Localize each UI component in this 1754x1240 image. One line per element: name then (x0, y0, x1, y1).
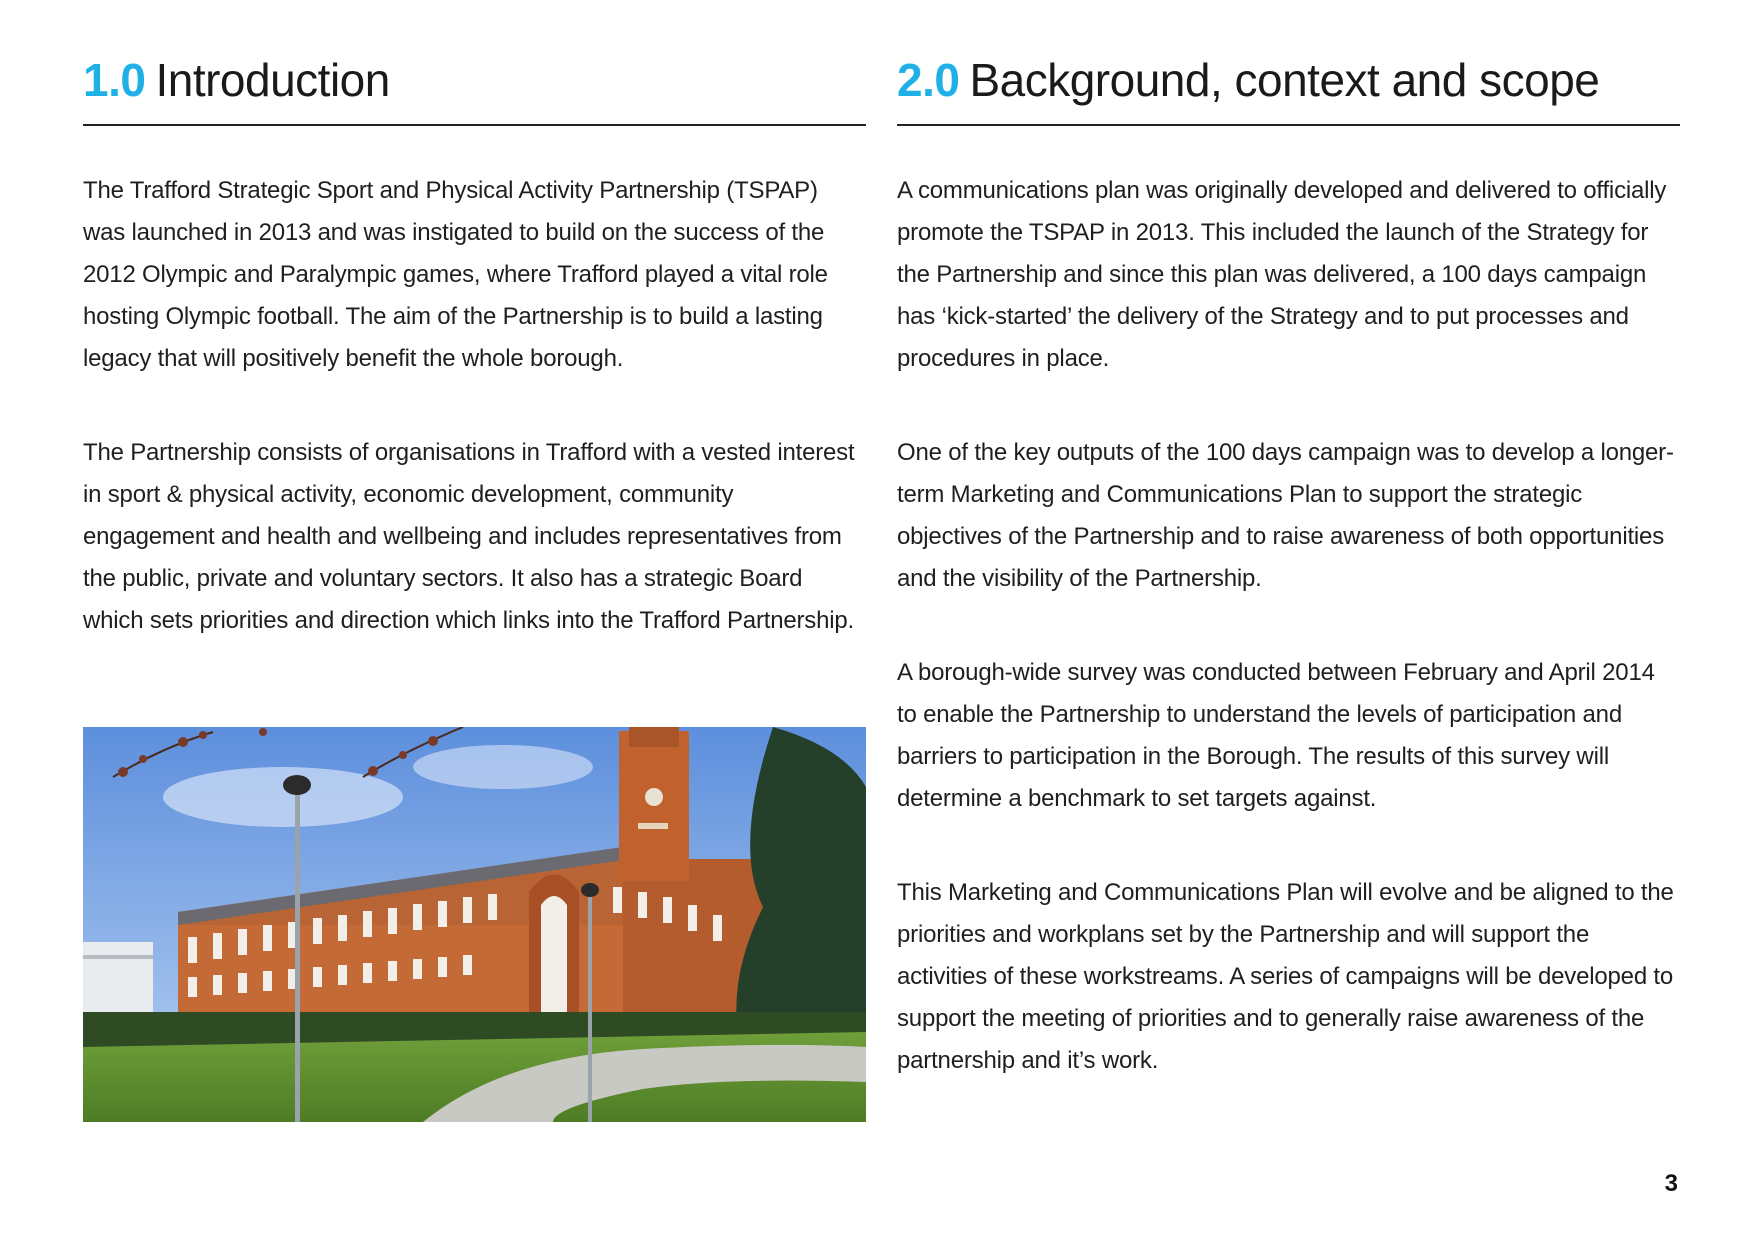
intro-section-title: Introduction (155, 54, 390, 106)
page-number: 3 (1664, 1170, 1678, 1197)
town-hall-photo (83, 727, 866, 1122)
background-section-number: 2.0 (897, 54, 960, 106)
background-heading (897, 44, 1680, 126)
intro-paragraph-1: The Trafford Strategic Sport and Physical Activity Partnership (TSPAP) was launched in 2013 and was instigated to build on the success of the 2012 Olympic and Paralympic games, where Trafford played a vital role hosting Olympic football. The aim of the Partnership is to build a lasting legacy that will positively benefit the whole borough. (83, 177, 828, 372)
intro-paragraph-2: The Partnership consists of organisations in Trafford with a vested interest in sport & physical activity, economic development, community engagement and health and wellbeing and includes representatives from the public, private and voluntary sectors. It also has a strategic Board which sets priorities and direction which links into the Trafford Partnership. (83, 439, 855, 634)
background-section-title: Background, context and scope (969, 54, 1600, 106)
intro-section (83, 44, 866, 642)
background-section (897, 44, 1680, 1082)
background-paragraph-3: A borough-wide survey was conducted between February and April 2014 to enable the Partnership to understand the levels of participation and barriers to participation in the Borough. The results of this survey will determine a benchmark to set targets against. (897, 659, 1655, 812)
intro-section-number: 1.0 (83, 54, 146, 106)
background-paragraph-2: One of the key outputs of the 100 days campaign was to develop a longer-term Marketing and Communications Plan to support the strategic objectives of the Partnership and to raise awareness of both opportunities and the visibility of the Partnership. (897, 439, 1674, 592)
intro-heading (83, 44, 866, 126)
background-paragraph-1: A communications plan was originally developed and delivered to officially promote the TSPAP in 2013. This included the launch of the Strategy for the Partnership and since this plan was delivered, a 100 days campaign has ‘kick-started’ the delivery of the Strategy and to put processes and procedures in place. (897, 177, 1667, 372)
background-paragraph-4: This Marketing and Communications Plan will evolve and be aligned to the priorities and workplans set by the Partnership and will support the activities of these workstreams. A series of campaigns will be developed to support the meeting of priorities and to generally raise awareness of the partnership and it’s work. (897, 879, 1674, 1074)
